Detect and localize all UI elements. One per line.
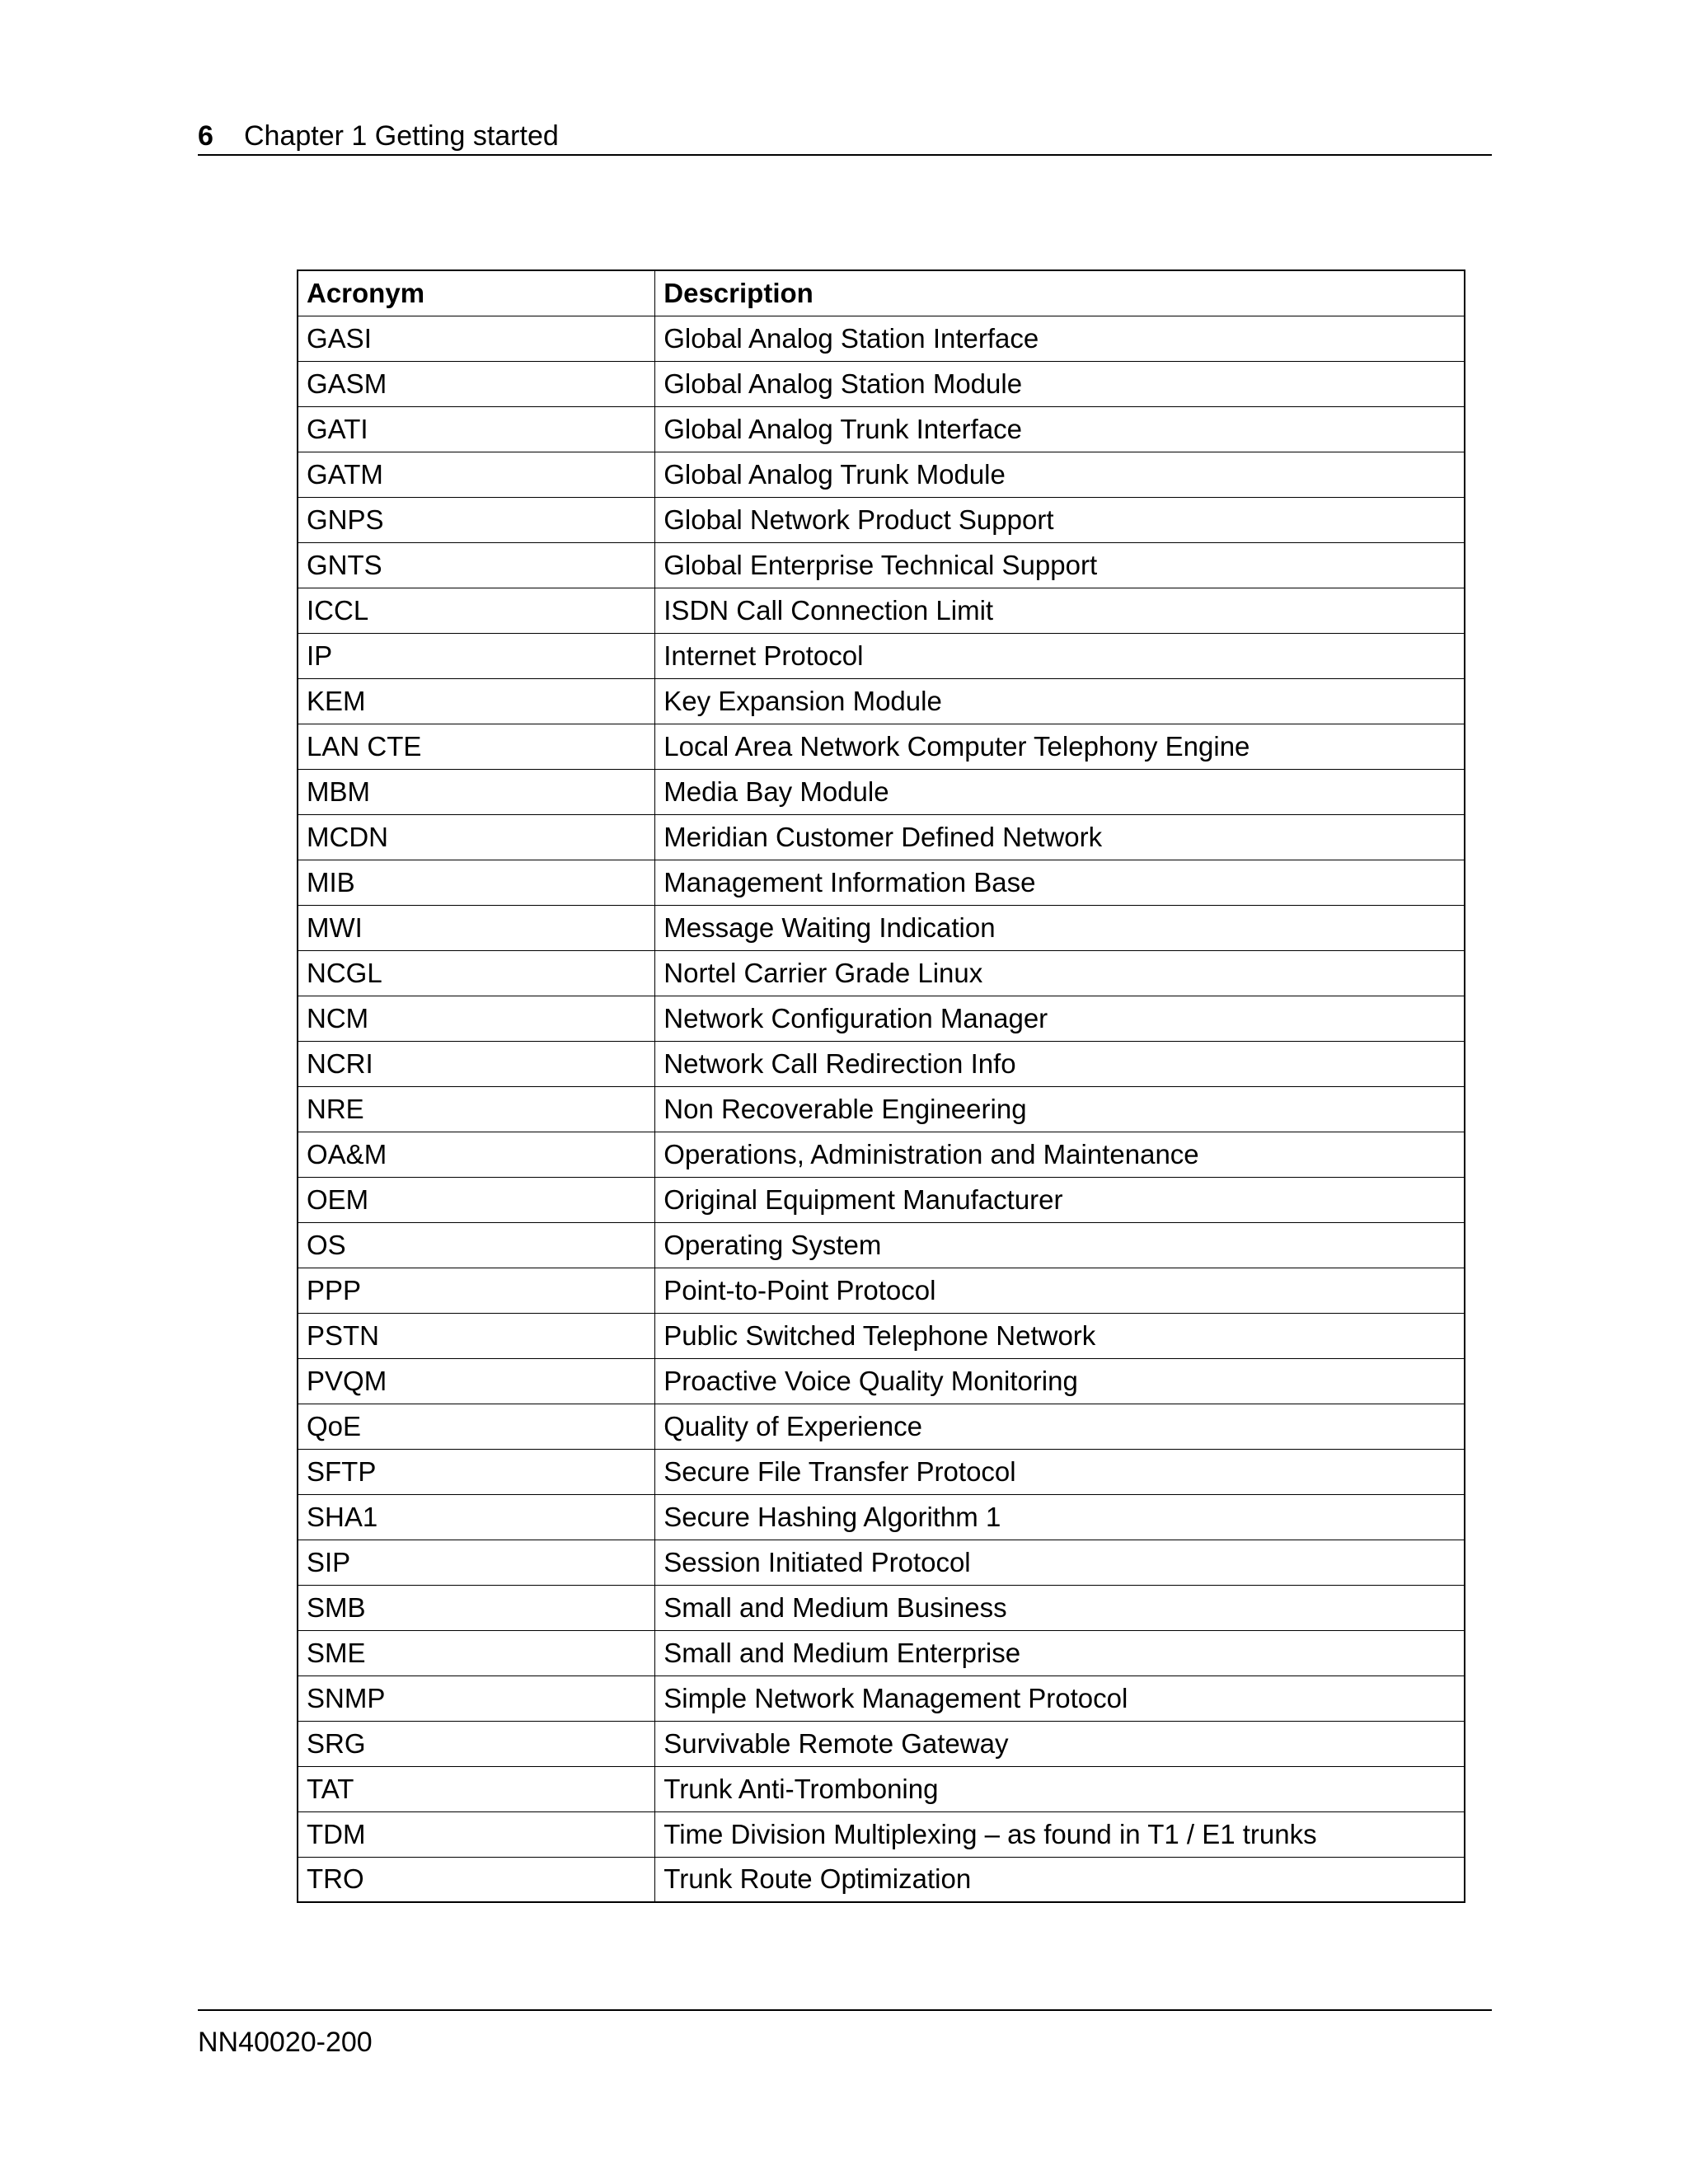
description-cell: Original Equipment Manufacturer xyxy=(655,1177,1465,1222)
description-cell: Trunk Route Optimization xyxy=(655,1857,1465,1902)
table-row xyxy=(298,452,1465,497)
description-cell: Operations, Administration and Maintenance xyxy=(655,1132,1465,1177)
acronym-cell: MIB xyxy=(298,860,655,905)
table-row xyxy=(298,406,1465,452)
description-cell: Media Bay Module xyxy=(655,769,1465,814)
acronym-cell: PPP xyxy=(298,1268,655,1313)
acronym-cell: NRE xyxy=(298,1086,655,1132)
acronym-cell: SMB xyxy=(298,1585,655,1630)
description-cell: Point-to-Point Protocol xyxy=(655,1268,1465,1313)
description-cell: Nortel Carrier Grade Linux xyxy=(655,950,1465,996)
acronym-cell: PSTN xyxy=(298,1313,655,1358)
description-cell: Survivable Remote Gateway xyxy=(655,1721,1465,1766)
acronym-cell: PVQM xyxy=(298,1358,655,1404)
table-row xyxy=(298,950,1465,996)
table-row xyxy=(298,1268,1465,1313)
acronym-cell: SNMP xyxy=(298,1675,655,1721)
acronym-cell: SME xyxy=(298,1630,655,1675)
description-cell: Global Analog Trunk Module xyxy=(655,452,1465,497)
description-cell: Message Waiting Indication xyxy=(655,905,1465,950)
table-row xyxy=(298,316,1465,361)
acronym-cell: NCGL xyxy=(298,950,655,996)
table-row xyxy=(298,1358,1465,1404)
description-cell: Small and Medium Enterprise xyxy=(655,1630,1465,1675)
column-header-description: Description xyxy=(655,270,1465,316)
description-cell: Global Network Product Support xyxy=(655,497,1465,542)
acronym-cell: NCM xyxy=(298,996,655,1041)
acronym-cell: ICCL xyxy=(298,588,655,633)
table-row xyxy=(298,1811,1465,1857)
table-row xyxy=(298,724,1465,769)
table-row xyxy=(298,1721,1465,1766)
table-row xyxy=(298,361,1465,406)
description-cell: Network Configuration Manager xyxy=(655,996,1465,1041)
table-row xyxy=(298,1675,1465,1721)
table-row xyxy=(298,1540,1465,1585)
table-body xyxy=(298,316,1465,1902)
page-header xyxy=(198,118,1492,156)
acronym-cell: QoE xyxy=(298,1404,655,1449)
acronym-cell: GNPS xyxy=(298,497,655,542)
acronym-cell: SFTP xyxy=(298,1449,655,1494)
acronym-cell: SHA1 xyxy=(298,1494,655,1540)
acronym-cell: GASM xyxy=(298,361,655,406)
table-header-row xyxy=(298,270,1465,316)
table-row xyxy=(298,542,1465,588)
acronym-cell: GATI xyxy=(298,406,655,452)
description-cell: Internet Protocol xyxy=(655,633,1465,678)
description-cell: Management Information Base xyxy=(655,860,1465,905)
table-row xyxy=(298,588,1465,633)
description-cell: Time Division Multiplexing – as found in T1 / E1 trunks xyxy=(655,1811,1465,1857)
column-header-acronym: Acronym xyxy=(298,270,655,316)
table-row xyxy=(298,1449,1465,1494)
description-cell: Global Analog Trunk Interface xyxy=(655,406,1465,452)
table-row xyxy=(298,814,1465,860)
chapter-title: Chapter 1 Getting started xyxy=(244,120,559,152)
acronym-cell: OEM xyxy=(298,1177,655,1222)
description-cell: Secure Hashing Algorithm 1 xyxy=(655,1494,1465,1540)
description-cell: Global Analog Station Module xyxy=(655,361,1465,406)
acronym-cell: OS xyxy=(298,1222,655,1268)
acronym-cell: GNTS xyxy=(298,542,655,588)
description-cell: Local Area Network Computer Telephony Engine xyxy=(655,724,1465,769)
table-row xyxy=(298,1086,1465,1132)
table-row xyxy=(298,1857,1465,1902)
table-row xyxy=(298,1132,1465,1177)
table-row xyxy=(298,1177,1465,1222)
table-row xyxy=(298,633,1465,678)
acronym-cell: GATM xyxy=(298,452,655,497)
description-cell: Simple Network Management Protocol xyxy=(655,1675,1465,1721)
table-row xyxy=(298,1222,1465,1268)
description-cell: Small and Medium Business xyxy=(655,1585,1465,1630)
description-cell: Key Expansion Module xyxy=(655,678,1465,724)
table-row xyxy=(298,1766,1465,1811)
description-cell: Quality of Experience xyxy=(655,1404,1465,1449)
description-cell: Global Analog Station Interface xyxy=(655,316,1465,361)
acronym-cell: TRO xyxy=(298,1857,655,1902)
table-row xyxy=(298,996,1465,1041)
acronym-cell: LAN CTE xyxy=(298,724,655,769)
acronym-cell: MWI xyxy=(298,905,655,950)
acronym-cell: KEM xyxy=(298,678,655,724)
description-cell: Proactive Voice Quality Monitoring xyxy=(655,1358,1465,1404)
table-row xyxy=(298,678,1465,724)
table-row xyxy=(298,1313,1465,1358)
acronym-cell: NCRI xyxy=(298,1041,655,1086)
description-cell: Non Recoverable Engineering xyxy=(655,1086,1465,1132)
table-row xyxy=(298,497,1465,542)
acronym-cell: OA&M xyxy=(298,1132,655,1177)
description-cell: Network Call Redirection Info xyxy=(655,1041,1465,1086)
acronym-cell: MBM xyxy=(298,769,655,814)
description-cell: Secure File Transfer Protocol xyxy=(655,1449,1465,1494)
description-cell: Global Enterprise Technical Support xyxy=(655,542,1465,588)
acronym-cell: GASI xyxy=(298,316,655,361)
page-number: 6 xyxy=(198,120,213,152)
table-row xyxy=(298,769,1465,814)
description-cell: Meridian Customer Defined Network xyxy=(655,814,1465,860)
acronym-cell: TDM xyxy=(298,1811,655,1857)
table-row xyxy=(298,1404,1465,1449)
table-row xyxy=(298,1630,1465,1675)
description-cell: ISDN Call Connection Limit xyxy=(655,588,1465,633)
table-row xyxy=(298,1494,1465,1540)
description-cell: Trunk Anti-Tromboning xyxy=(655,1766,1465,1811)
document-number: NN40020-200 xyxy=(198,2027,373,2058)
acronym-table xyxy=(297,269,1465,1903)
acronym-cell: IP xyxy=(298,633,655,678)
description-cell: Public Switched Telephone Network xyxy=(655,1313,1465,1358)
table-row xyxy=(298,1041,1465,1086)
table-row xyxy=(298,860,1465,905)
acronym-cell: TAT xyxy=(298,1766,655,1811)
page-footer xyxy=(198,2009,1492,2058)
table-row xyxy=(298,1585,1465,1630)
table-row xyxy=(298,905,1465,950)
acronym-cell: SRG xyxy=(298,1721,655,1766)
description-cell: Operating System xyxy=(655,1222,1465,1268)
acronym-cell: MCDN xyxy=(298,814,655,860)
acronym-cell: SIP xyxy=(298,1540,655,1585)
description-cell: Session Initiated Protocol xyxy=(655,1540,1465,1585)
